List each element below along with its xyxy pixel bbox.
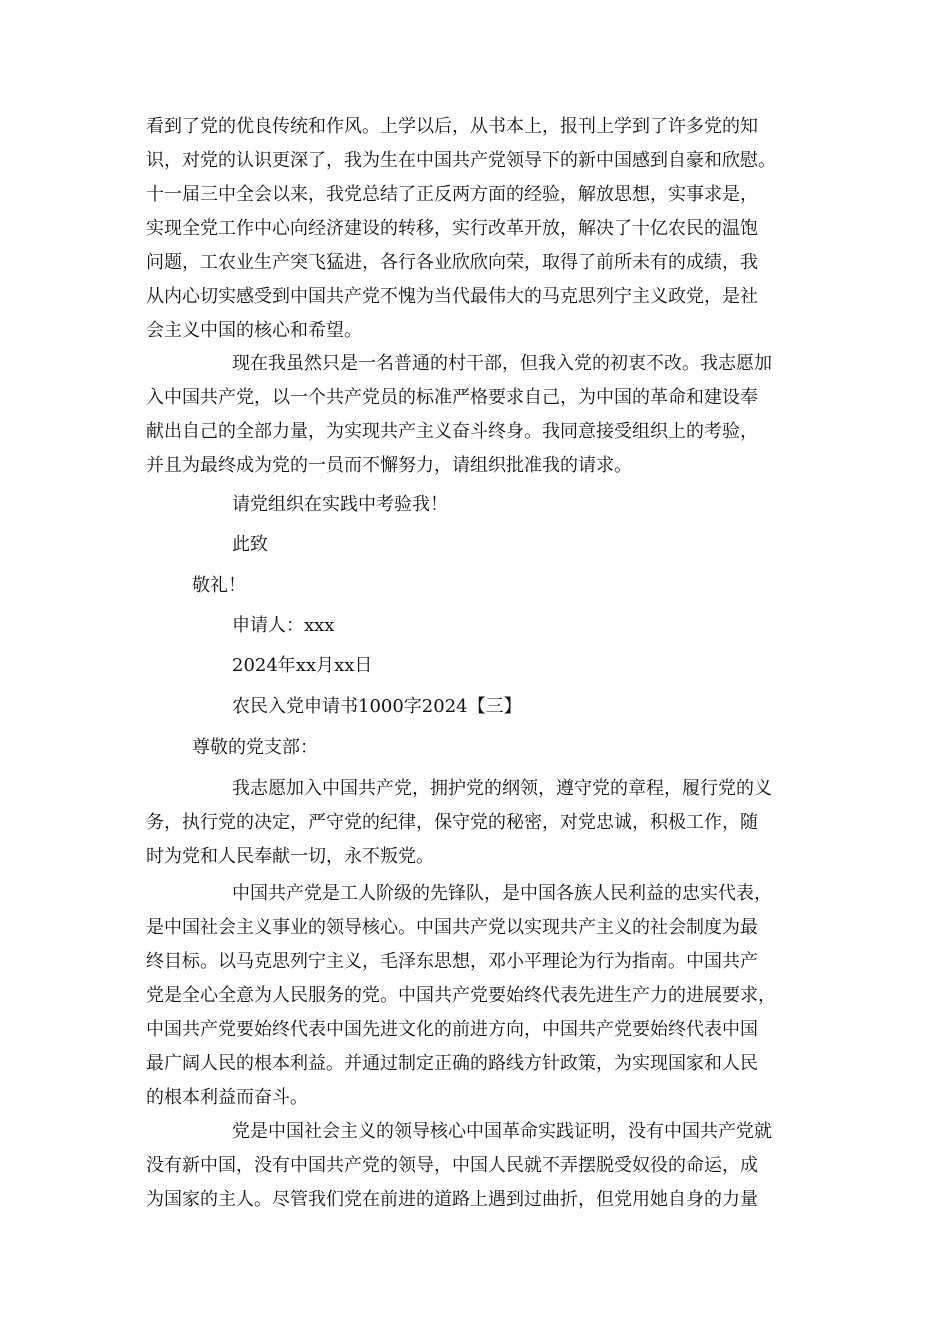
paragraph-5 — [146, 1115, 816, 1217]
text-line: 中国共产党是工人阶级的先锋队，是中国各族人民利益的忠实代表， — [232, 883, 772, 904]
text-line: 的根本利益而奋斗。 — [146, 1087, 308, 1108]
text-line: 是中国社会主义事业的领导核心。中国共产党以实现共产主义的社会制度为最 — [146, 917, 758, 938]
text-line: 为国家的主人。尽管我们党在前进的道路上遇到过曲折，但党用她自身的力量 — [146, 1189, 758, 1210]
text-line: 没有新中国，没有中国共产党的领导，中国人民就不弄摆脱受奴役的命运，成 — [146, 1155, 758, 1176]
text-line: 会主义中国的核心和希望。 — [146, 320, 362, 341]
paragraph-1 — [146, 110, 816, 348]
text-line: 入中国共产党，以一个共产党员的标准严格要求自己，为中国的革命和建设奉 — [146, 387, 758, 408]
closing-cizhi: 此致 — [232, 534, 268, 555]
paragraph-4 — [146, 877, 816, 1115]
text-line: 党是全心全意为人民服务的党。中国共产党要始终代表先进生产力的进展要求， — [146, 985, 776, 1006]
applicant-line: 申请人：xxx — [232, 615, 335, 636]
text-line: 识，对党的认识更深了，我为生在中国共产党领导下的新中国感到自豪和欣慰。 — [146, 150, 776, 171]
text-line: 时为党和人民奉献一切，永不叛党。 — [146, 846, 434, 867]
text-line: 最广阔人民的根本利益。并通过制定正确的路线方针政策，为实现国家和人民 — [146, 1053, 758, 1074]
text-line: 献出自己的全部力量，为实现共产主义奋斗终身。我同意接受组织上的考验， — [146, 421, 758, 442]
closing-request: 请党组织在实践中考验我！ — [232, 494, 448, 515]
text-line: 实现全党工作中心向经济建设的转移，实行改革开放，解决了十亿农民的温饱 — [146, 218, 758, 239]
text-line: 从内心切实感受到中国共产党不愧为当代最伟大的马克思列宁主义政党，是社 — [146, 286, 758, 307]
text-line: 终目标。以马克思列宁主义，毛泽东思想，邓小平理论为行为指南。中国共产 — [146, 951, 758, 972]
text-line: 我志愿加入中国共产党，拥护党的纲领，遵守党的章程，履行党的义 — [232, 778, 772, 799]
text-line: 务，执行党的决定，严守党的纪律，保守党的秘密，对党忠诚，积极工作，随 — [146, 812, 758, 833]
text-line: 十一届三中全会以来，我党总结了正反两方面的经验，解放思想，实事求是， — [146, 184, 758, 205]
text-line: 并且为最终成为党的一员而不懈努力，请组织批准我的请求。 — [146, 455, 632, 476]
text-line: 现在我虽然只是一名普通的村干部，但我入党的初衷不改。我志愿加 — [232, 353, 772, 374]
closing-jingli: 敬礼！ — [192, 575, 246, 596]
text-line: 看到了党的优良传统和作风。上学以后，从书本上，报刊上学到了许多党的知 — [146, 116, 758, 137]
text-line: 中国共产党要始终代表中国先进文化的前进方向，中国共产党要始终代表中国 — [146, 1019, 758, 1040]
date-line: 2024年xx月xx日 — [232, 655, 373, 676]
text-line: 党是中国社会主义的领导核心中国革命实践证明，没有中国共产党就 — [232, 1121, 772, 1142]
section-title: 农民入党申请书1000字2024【三】 — [232, 696, 522, 717]
paragraph-2 — [146, 347, 816, 483]
paragraph-3 — [146, 772, 816, 874]
text-line: 问题，工农业生产突飞猛进，各行各业欣欣向荣，取得了前所未有的成绩，我 — [146, 252, 758, 273]
salutation: 尊敬的党支部： — [192, 737, 318, 758]
